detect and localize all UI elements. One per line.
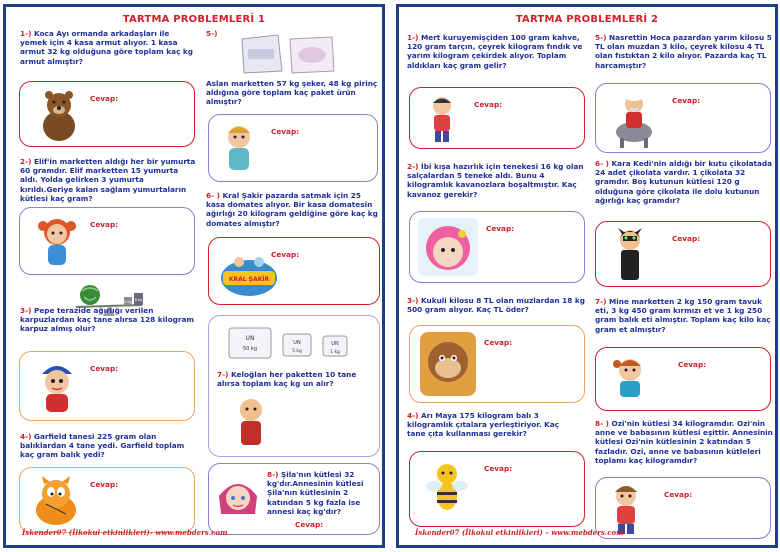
answer-box-3[interactable]: Cevap: <box>409 325 585 403</box>
footer: İskender07 (İlkokul etkinlikleri) – www.mebders.com <box>415 528 624 537</box>
svg-text:5 kg: 5 kg <box>292 349 302 354</box>
question-1: 1-) Mert kuruyemişçiden 100 gram kahve, 120 gram tarçın, çeyrek kilogram fındık ve yarım kilogram çekirdek alıyor. Toplam aldıkları kaç gram gelir? <box>407 33 583 70</box>
bee-illustration <box>422 456 472 522</box>
question-7-card <box>208 315 380 457</box>
kukuli-illustration <box>420 332 476 396</box>
svg-text:1 kg: 1 kg <box>330 350 340 355</box>
svg-text:50 kg: 50 kg <box>242 346 258 352</box>
svg-text:UN: UN <box>293 340 301 346</box>
svg-text:4 kg: 4 kg <box>124 300 132 304</box>
question-5: Aslan marketten 57 kg şeker, 48 kg pirinç aldığına göre toplam kaç paket ürün almıştır? <box>206 79 378 107</box>
svg-text:UN: UN <box>245 335 255 342</box>
question-6: 6- ) Kral Şakir pazarda satmak için 25 kasa domates alıyor. Bir kasa domatesin ağırlığı 20 kilogram geldiğine göre kaç kg domates almıştır? <box>206 191 378 228</box>
svg-text:KRAL ŞAKİR: KRAL ŞAKİR <box>228 276 270 283</box>
answer-box-4[interactable]: Cevap: <box>19 467 195 533</box>
question-4: 4-) Garfield tanesi 225 gram olan balıklardan 4 tane yedi. Garfield toplam kaç gram balık yedi? <box>20 432 185 460</box>
mert-illustration <box>424 94 460 144</box>
answer-box-2[interactable]: Cevap: <box>19 207 195 275</box>
keloglan-illustration <box>231 396 271 448</box>
answer-box-1[interactable]: Cevap: <box>409 87 585 149</box>
question-4: 4-) Arı Maya 175 kilogram balı 3 kilogramlık çıtalara yerleştiriyor. Kaç tane çıta kullanması gerekir? <box>407 411 560 439</box>
answer-box-4[interactable]: Cevap: <box>409 451 585 527</box>
kral-sakir-logo <box>219 254 279 300</box>
answer-box-6[interactable]: Cevap: <box>595 221 771 287</box>
mine-illustration <box>604 354 658 404</box>
question-2: 2-) Elif'in marketten aldığı her bir yumurta 60 gramdır. Elif marketten 15 yumurta aldı. Yolda gelirken 3 yumurta kırıldı.Geriye kalan sağlam yumurtaların kütlesi kaç gram? <box>20 157 196 203</box>
question-7: 7-) Mine marketten 2 kg 150 gram tavuk eti, 3 kg 450 gram kırmızı et ve 1 kg 250 gram balık eti almıştır. Toplam kaç kilo kaç gram et almıştır? <box>595 297 771 334</box>
question-1: 1-) Koca Ayı ormanda arkadaşları ile yemek için 4 kasa armut alıyor. 1 kasa armut 32 kg olduğuna göre toplam kaç kg armut almıştır? <box>20 29 194 66</box>
sugar-rice-bags-illustration <box>238 31 338 75</box>
answer-box-3[interactable]: Cevap: <box>19 351 195 421</box>
page-title: TARTMA PROBLEMLERİ 1 <box>122 14 266 25</box>
aslan-illustration <box>217 121 261 177</box>
footer: İskender07 (İlkokul etkinlikleri)- www.mebders.com <box>22 528 228 537</box>
question-8: 8-) Şila'nın kütlesi 32 kg'dır.Annesinin kütlesi Şila'nın kütlesinin 2 katından 5 kg fazla ise annesi kaç kg'dır? <box>267 470 364 516</box>
flour-bags-illustration <box>225 322 365 362</box>
garfield-illustration <box>30 474 82 528</box>
question-7: 7-) Keloğlan her paketten 10 tane alırsa toplam kaç kg un alır? <box>217 370 357 389</box>
masha-illustration <box>215 472 261 528</box>
svg-text:8 kg: 8 kg <box>134 298 143 302</box>
question-3: 3-) Kukuli kilosu 8 TL olan muzlardan 18 kg 500 gram alıyor. Kaç TL öder? <box>407 296 585 315</box>
answer-box-6[interactable]: Cevap: KRAL ŞAKİR <box>208 237 380 305</box>
worksheet-page-1 <box>3 4 385 548</box>
answer-box-7[interactable]: Cevap: <box>595 347 771 411</box>
svg-text:UN: UN <box>331 341 339 347</box>
nasreddin-hoca-illustration <box>604 88 662 150</box>
question-2: 2-) İbi kışa hazırlık için tenekesi 16 kg olan salçalardan 5 teneke aldı. Bunu 4 kilogramlık kavanozlara boşaltmıştır. Kaç kavanoz gerekir? <box>407 162 584 199</box>
answer-box-8[interactable]: Cevap: <box>595 477 771 539</box>
girl-illustration <box>34 214 80 270</box>
question-3: 3-) Pepe terazide ağırlığı verilen karpuzlardan kaç tane alırsa 128 kilogram karpuz almış olur? <box>20 306 195 334</box>
question-5-number: 5-) <box>206 29 218 38</box>
cat-noir-illustration <box>610 226 650 284</box>
page-title: TARTMA PROBLEMLERİ 2 <box>515 14 659 25</box>
answer-box-5[interactable]: Cevap: <box>595 83 771 153</box>
answer-box-1[interactable]: Cevap: <box>19 81 195 147</box>
question-5: 5-) Nasrettin Hoca pazardan yarım kilosu 5 TL olan muzdan 3 kilo, çeyrek kilosu 4 TL olan fıstıktan 2 kilo alıyor. Pazarda kaç TL harcamıştır? <box>595 33 772 70</box>
worksheet-page-2 <box>396 4 778 548</box>
question-8: 8- ) Ozi'nin kütlesi 34 kilogramdır. Ozi'nin anne ve babasının kütlesi eşittir. Annesinin kütlesi Ozi'nin kütlesinin 2 katından 5 fazladır. Ozi, anne ve babasının kütleleri toplamı kaç kilogramdır? <box>595 419 773 465</box>
answer-box-8[interactable]: 8-) Şila'nın kütlesi 32 kg'dır.Annesinin kütlesi Şila'nın kütlesinin 2 katından 5 kg fazla ise annesi kaç kg'dır? Cevap: <box>208 463 380 535</box>
answer-box-5[interactable]: Cevap: <box>208 114 378 182</box>
answer-box-2[interactable]: Cevap: <box>409 211 585 283</box>
question-6: 6- ) Kara Kedi'nin aldığı bir kutu çikolatada 24 adet çikolata vardır. 1 çikolata 32 gramdır. Boş kutunun kütlesi 120 g olduğuna göre çikolata ile dolu kutunun ağırlığı kaç gramdır? <box>595 159 773 205</box>
bear-illustration <box>36 88 82 142</box>
pepe-illustration <box>34 358 80 416</box>
ibi-illustration <box>418 218 478 276</box>
